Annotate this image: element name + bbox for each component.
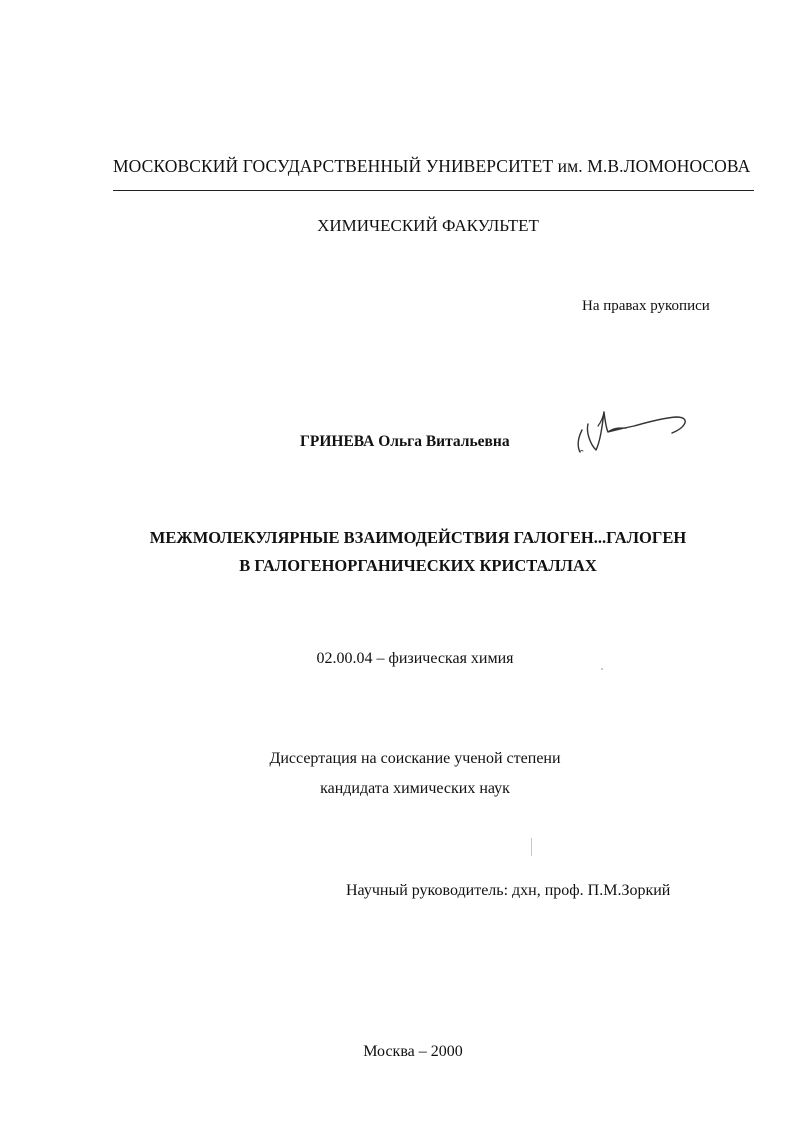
handwritten-signature <box>568 398 698 468</box>
specialty-code: 02.00.04 – физическая химия <box>316 650 514 667</box>
dissertation-title <box>0 524 793 580</box>
scientific-supervisor: Научный руководитель: дхн, проф. П.М.Зоркий <box>346 882 671 899</box>
university-name: МОСКОВСКИЙ ГОСУДАРСТВЕННЫЙ УНИВЕРСИТЕТ им. М.В.ЛОМОНОСОВА <box>113 156 751 176</box>
title-line-1: МЕЖМОЛЕКУЛЯРНЫЕ ВЗАИМОДЕЙСТВИЯ ГАЛОГЕН...ГАЛОГЕН <box>149 528 687 547</box>
manuscript-note: На правах рукописи <box>582 298 710 314</box>
degree-line-2: кандидата химических наук <box>320 780 510 797</box>
scan-artifact <box>601 668 603 670</box>
author-name: ГРИНЕВА Ольга Витальевна <box>300 433 510 450</box>
degree-line-1: Диссертация на соискание ученой степени <box>269 750 561 767</box>
city-and-year: Москва – 2000 <box>363 1043 463 1060</box>
degree-statement <box>0 744 793 804</box>
faculty-name: ХИМИЧЕСКИЙ ФАКУЛЬТЕТ <box>317 216 539 235</box>
title-line-2: В ГАЛОГЕНОРГАНИЧЕСКИХ КРИСТАЛЛАХ <box>239 556 597 575</box>
header-rule <box>113 190 754 191</box>
scan-artifact <box>531 838 532 856</box>
